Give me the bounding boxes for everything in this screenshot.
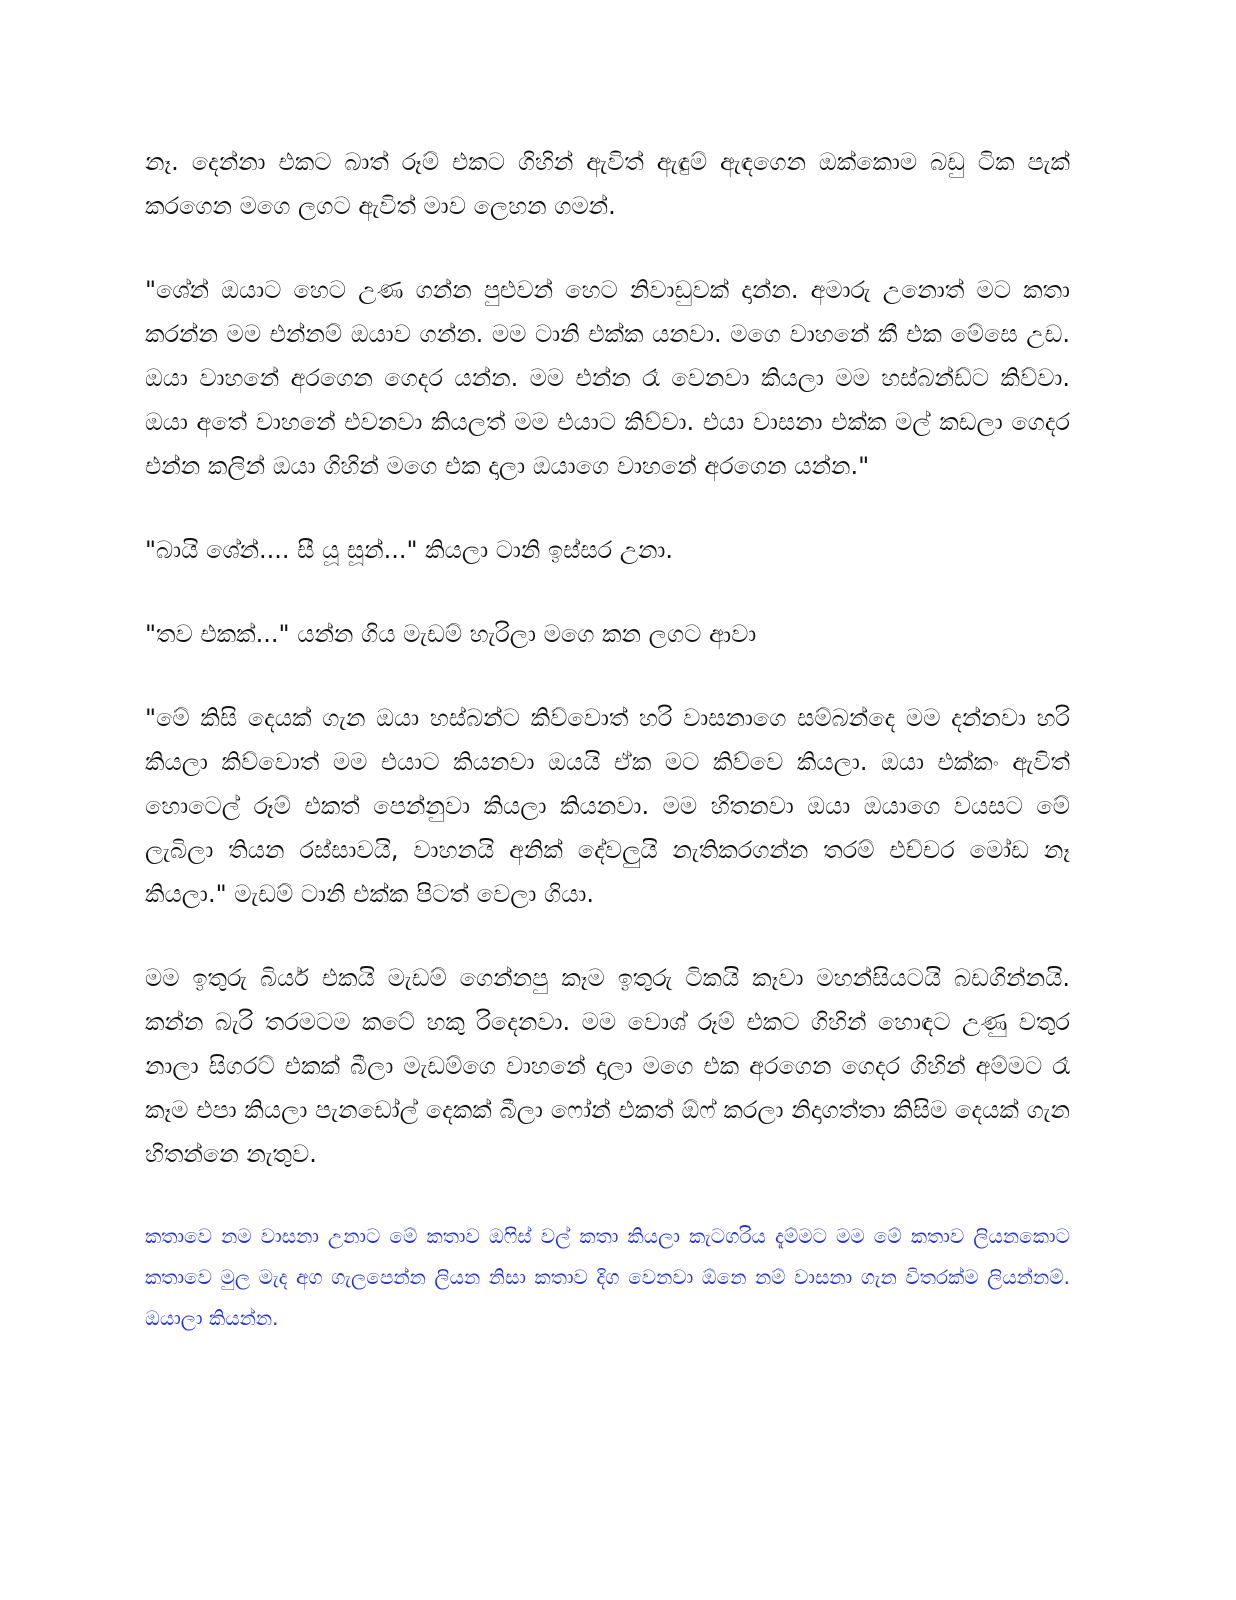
- document-page: [145, 140, 1070, 1379]
- paragraph-6: මම ඉතුරු බියර් එකයි මැඩම් ගෙන්නපු කෑම ඉතුරු ටිකයි කෑවා මහන්සියටයි බඩගින්නයි. කන්න බැරි තරමටම කටේ හකු රිදෙනවා. මම වොශ් රූම් එකට ගිහින් හොඳට උණු වතුර නාලා සිගරට් එකක් බීලා මැඩම්ගෙ වාහනේ දාලා මගෙ එක අරගෙන ගෙදර ගිහින් අම්මට රෑ කෑම එපා කියලා පැනඩෝල් දෙකක් බීලා ෆෝන් එකත් ඕෆ් කරලා නිදාගත්තා කිසිම දෙයක් ගැන හිතන්නෙ නැතුව.: [145, 964, 1070, 1168]
- paragraph-3: "බායි ශේන්.... සී යූ සූන්..." කියලා ටානි ඉස්සර උනා.: [145, 536, 674, 564]
- paragraph-2: "ශේන් ඔයාට හෙට උණ ගන්න පුළුවන් හෙට නිවාඩුවක් දාන්න. අමාරු උනොත් මට කතා කරන්න මම එන්නම් ඔයාව ගන්න. මම ටානි එක්ක යනවා. මගෙ වාහනේ කී එක මේසෙ උඩ. ඔයා වාහනේ අරගෙන ගෙදර යන්න. මම එන්න රෑ වෙනවා කියලා මම හස්බන්ඩ්ට කිව්වා. ඔයා අතේ වාහනේ එවනවා කියලත් මම එයාට කිව්වා. එයා වාසනා එක්ක මල් කඩලා ගෙදර එන්න කලින් ඔයා ගිහින් මගෙ එක දාලා ඔයාගෙ වාහනේ අරගෙන යන්න.": [145, 276, 1070, 480]
- paragraph-1: නෑ. දෙන්නා එකට බාත් රූම් එකට ගිහින් ඇවිත් ඇඳුම් ඇඳගෙන ඔක්කොම බඩු ටික පැක් කරගෙන මගෙ ලගට ඇවිත් මාව ලෙහන ගමන්.: [145, 148, 1070, 220]
- paragraph-4: "තව එකක්..." යන්න ගිය මැඩම් හැරිලා මගෙ කන ලගට ආවා: [145, 620, 757, 648]
- paragraph-5: "මේ කිසි දෙයක් ගැන ඔයා හස්බන්ට කිව්වොත් හරි වාසනාගෙ සම්බන්දෙ මම දන්නවා හරි කියලා කිව්වොත් මම එයාට කියනවා ඔයයි ඒක මට කිව්වෙ කියලා. ඔයා එක්කං ඇවිත් හොටෙල් රූම් එකත් පෙන්නුවා කියලා කියනවා. මම හිතනවා ඔයා ඔයාගෙ වයසට මේ ලැබිලා තියන රස්සාවයි, වාහනයි අනික් දේවලුයි නැතිකරගන්න තරම් එච්චර මෝඩ නෑ කියලා." මැඩම් ටානි එක්ක පිටත් වෙලා ගියා.: [145, 704, 1070, 908]
- author-note: කතාවෙ නම වාසනා උනාට මේ කතාව ඔෆිස් වල් කතා කියලා කැටගරිය දැම්මට මම මේ කතාව ලියනකොට කතාවෙ මුල මැද අග ගැලපෙන්න ලියන නිසා කතාව දිග වෙනවා ඕනෙ නම් වාසනා ගැන විතරක්ම ලියන්නම්. ඔයාලා කියන්න.: [145, 1224, 1070, 1330]
